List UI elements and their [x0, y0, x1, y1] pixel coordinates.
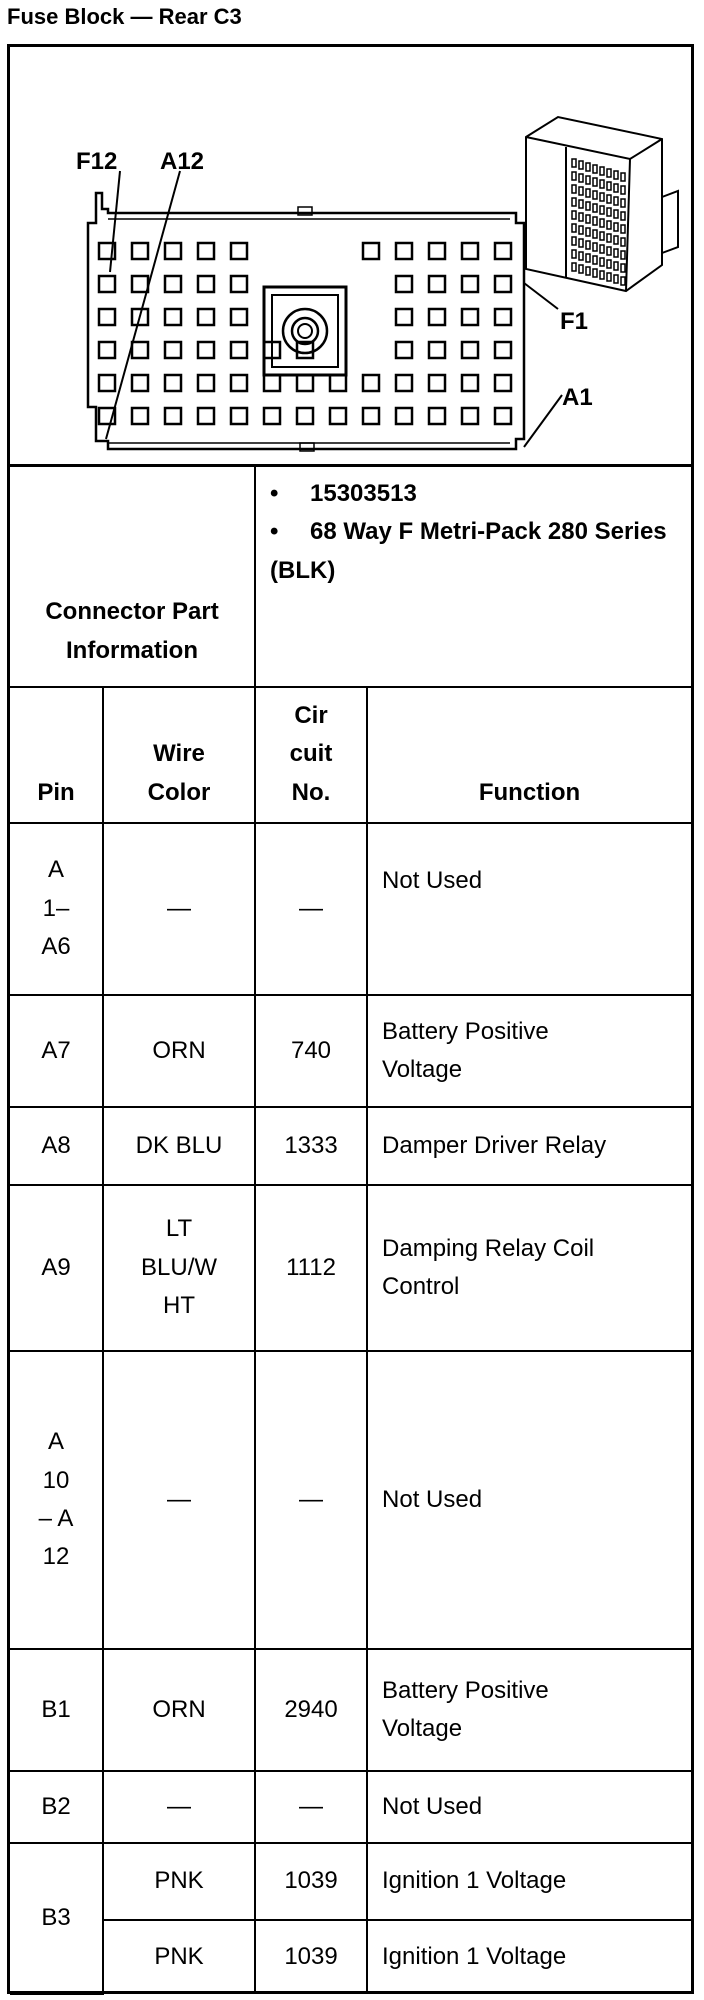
circuit-cell: 1333 [255, 1107, 367, 1185]
connector-info-values [255, 467, 691, 687]
thumbnail-cavity [600, 193, 604, 201]
pin-cell: B1 [10, 1649, 103, 1771]
terminal-cavity [198, 408, 214, 424]
table-row [10, 1920, 691, 1994]
table-row [10, 995, 691, 1107]
terminal-cavity [330, 375, 346, 391]
terminal-cavity [165, 408, 181, 424]
thumbnail-cavity [593, 178, 597, 186]
pinout-table [10, 467, 691, 1995]
thumbnail-cavity [586, 215, 590, 223]
thumbnail-cavity [579, 239, 583, 247]
function-cell: Not Used [367, 823, 691, 995]
terminal-cavity [429, 309, 445, 325]
terminal-cavity [198, 243, 214, 259]
terminal-cavity [495, 408, 511, 424]
thumbnail-cavity [579, 200, 583, 208]
terminal-cavity [396, 342, 412, 358]
thumbnail-cavity [621, 173, 625, 181]
connector-table-frame [7, 44, 694, 1994]
wire-color-cell: PNK [103, 1920, 255, 1994]
terminal-cavity [231, 342, 247, 358]
terminal-cavity [165, 309, 181, 325]
thumbnail-cavity [621, 238, 625, 246]
function-cell: Ignition 1 Voltage [367, 1843, 691, 1920]
connector-diagram [10, 47, 691, 467]
thumbnail-cavity [572, 224, 576, 232]
thumbnail-cavity [572, 185, 576, 193]
circuit-cell: — [255, 823, 367, 995]
wire-color-cell: ORN [103, 995, 255, 1107]
thumbnail-cavity [600, 258, 604, 266]
terminal-cavity [165, 243, 181, 259]
page-title: Fuse Block — Rear C3 [7, 4, 242, 29]
terminal-cavity [165, 276, 181, 292]
thumbnail-cavity [621, 225, 625, 233]
terminal-cavity [198, 309, 214, 325]
terminal-cavity [99, 342, 115, 358]
terminal-cavity [330, 408, 346, 424]
table-row [10, 1351, 691, 1649]
terminal-cavity [495, 309, 511, 325]
circuit-cell: 2940 [255, 1649, 367, 1771]
function-cell: Battery Positive Voltage [367, 995, 691, 1107]
terminal-cavity [99, 375, 115, 391]
thumbnail-cavity [586, 163, 590, 171]
thumbnail-cavity [621, 264, 625, 272]
table-row [10, 1185, 691, 1351]
table-row [10, 1771, 691, 1843]
thumbnail-cavity [600, 167, 604, 175]
header-function: Function [367, 687, 691, 823]
terminal-cavity [429, 408, 445, 424]
function-cell: Battery Positive Voltage [367, 1649, 691, 1771]
thumbnail-cavity [579, 213, 583, 221]
terminal-cavity [132, 342, 148, 358]
terminal-cavity [99, 309, 115, 325]
table-header-row [10, 687, 691, 823]
terminal-cavity [462, 408, 478, 424]
thumbnail-cavity [572, 211, 576, 219]
terminal-cavity [396, 309, 412, 325]
terminal-cavity [297, 408, 313, 424]
thumbnail-cavity [614, 249, 618, 257]
terminal-cavity [429, 375, 445, 391]
thumbnail-cavity [586, 228, 590, 236]
table-row [10, 823, 691, 995]
thumbnail-cavity [614, 262, 618, 270]
terminal-cavity [396, 276, 412, 292]
thumbnail-cavity [586, 176, 590, 184]
connector-3d-icon [526, 117, 678, 291]
thumbnail-cavity [614, 275, 618, 283]
header-pin: Pin [10, 687, 103, 823]
terminal-cavity [231, 276, 247, 292]
terminal-cavity [363, 243, 379, 259]
table-row [10, 1649, 691, 1771]
thumbnail-cavity [593, 256, 597, 264]
thumbnail-cavity [600, 219, 604, 227]
thumbnail-cavity [607, 260, 611, 268]
terminal-cavity [264, 408, 280, 424]
terminal-cavity [231, 408, 247, 424]
thumbnail-cavity [593, 269, 597, 277]
circuit-cell: 740 [255, 995, 367, 1107]
table-row [10, 1107, 691, 1185]
thumbnail-cavity [607, 273, 611, 281]
terminal-cavity [99, 276, 115, 292]
terminal-cavity [495, 276, 511, 292]
wire-color-cell: — [103, 1771, 255, 1843]
pin-cell: A7 [10, 995, 103, 1107]
thumbnail-cavity [572, 159, 576, 167]
function-cell: Damper Driver Relay [367, 1107, 691, 1185]
terminal-cavity [462, 309, 478, 325]
thumbnail-cavity [593, 191, 597, 199]
pin-cell: A8 [10, 1107, 103, 1185]
thumbnail-cavity [572, 250, 576, 258]
thumbnail-cavity [586, 254, 590, 262]
terminal-cavity [495, 243, 511, 259]
thumbnail-cavity [614, 236, 618, 244]
thumbnail-cavity [572, 237, 576, 245]
label-f12: F12 [76, 148, 118, 175]
thumbnail-cavity [621, 199, 625, 207]
wire-color-cell: PNK [103, 1843, 255, 1920]
thumbnail-cavity [614, 197, 618, 205]
thumbnail-cavity [607, 169, 611, 177]
thumbnail-cavity [586, 189, 590, 197]
wire-color-cell: — [103, 823, 255, 995]
thumbnail-cavity [572, 172, 576, 180]
terminal-cavity [198, 342, 214, 358]
pin-cell: A 1–A6 [10, 823, 103, 995]
thumbnail-cavity [621, 186, 625, 194]
circuit-cell: 1039 [255, 1920, 367, 1994]
thumbnail-cavity [607, 221, 611, 229]
wire-color-cell: ORN [103, 1649, 255, 1771]
thumbnail-cavity [600, 271, 604, 279]
thumbnail-cavity [607, 247, 611, 255]
terminal-cavity [165, 342, 181, 358]
pin-cell: A 10 – A 12 [10, 1351, 103, 1649]
thumbnail-cavity [593, 204, 597, 212]
circuit-cell: 1112 [255, 1185, 367, 1351]
thumbnail-cavity [579, 226, 583, 234]
circuit-cell: — [255, 1771, 367, 1843]
thumbnail-cavity [600, 206, 604, 214]
terminal-cavity [495, 375, 511, 391]
thumbnail-cavity [614, 171, 618, 179]
thumbnail-cavity [586, 202, 590, 210]
terminal-cavity [165, 375, 181, 391]
terminal-cavity [429, 243, 445, 259]
terminal-cavity [132, 408, 148, 424]
thumbnail-cavity [600, 245, 604, 253]
connector-description: • 68 Way F Metri-Pack 280 Series (BLK) [270, 513, 681, 590]
function-cell: Damping Relay Coil Control [367, 1185, 691, 1351]
terminal-cavity [297, 375, 313, 391]
terminal-cavity [429, 276, 445, 292]
thumbnail-cavity [579, 265, 583, 273]
terminal-cavity [231, 243, 247, 259]
terminal-cavity [231, 309, 247, 325]
connector-info-row [10, 467, 691, 687]
wire-color-cell: — [103, 1351, 255, 1649]
connector-part-number: • 15303513 [270, 475, 681, 513]
terminal-cavity [198, 375, 214, 391]
connector-info-label: Connector Part Information [10, 467, 255, 687]
thumbnail-cavity [579, 161, 583, 169]
thumbnail-cavity [586, 267, 590, 275]
terminal-cavity [231, 375, 247, 391]
terminal-cavity [264, 375, 280, 391]
terminal-cavity [396, 408, 412, 424]
terminal-cavity [462, 342, 478, 358]
thumbnail-cavity [607, 208, 611, 216]
function-cell: Ignition 1 Voltage [367, 1920, 691, 1994]
header-wire-color: Wire Color [103, 687, 255, 823]
wire-color-cell: LT BLU/W HT [103, 1185, 255, 1351]
function-cell: Not Used [367, 1351, 691, 1649]
wire-color-cell: DK BLU [103, 1107, 255, 1185]
terminal-cavity [396, 243, 412, 259]
terminal-cavity [132, 375, 148, 391]
terminal-cavity [396, 375, 412, 391]
terminal-cavity [132, 276, 148, 292]
thumbnail-cavity [600, 180, 604, 188]
label-f1: F1 [560, 308, 589, 335]
thumbnail-cavity [621, 212, 625, 220]
thumbnail-cavity [614, 184, 618, 192]
thumbnail-cavity [579, 174, 583, 182]
label-a12: A12 [160, 148, 205, 175]
thumbnail-cavity [593, 217, 597, 225]
label-a1: A1 [562, 384, 593, 411]
thumbnail-cavity [579, 252, 583, 260]
terminal-cavity [198, 276, 214, 292]
thumbnail-cavity [593, 230, 597, 238]
thumbnail-cavity [607, 195, 611, 203]
terminal-cavity [363, 408, 379, 424]
thumbnail-cavity [593, 165, 597, 173]
thumbnail-cavity [621, 277, 625, 285]
thumbnail-cavity [600, 232, 604, 240]
connector-face-drawing [10, 47, 691, 464]
thumbnail-cavity [607, 182, 611, 190]
thumbnail-cavity [614, 210, 618, 218]
header-circuit-no: Cir cuit No. [255, 687, 367, 823]
pin-cell: B3 [10, 1843, 103, 1994]
terminal-cavity [363, 375, 379, 391]
thumbnail-cavity [621, 251, 625, 259]
terminal-cavity [462, 276, 478, 292]
pin-cell: A9 [10, 1185, 103, 1351]
pin-cell: B2 [10, 1771, 103, 1843]
terminal-cavity [462, 243, 478, 259]
thumbnail-cavity [614, 223, 618, 231]
thumbnail-cavity [579, 187, 583, 195]
table-row [10, 1843, 691, 1920]
terminal-cavity [495, 342, 511, 358]
function-cell: Not Used [367, 1771, 691, 1843]
terminal-cavity [429, 342, 445, 358]
thumbnail-cavity [586, 241, 590, 249]
thumbnail-cavity [607, 234, 611, 242]
thumbnail-cavity [572, 263, 576, 271]
terminal-cavity [132, 243, 148, 259]
thumbnail-cavity [572, 198, 576, 206]
terminal-cavity [462, 375, 478, 391]
thumbnail-cavity [593, 243, 597, 251]
circuit-cell: 1039 [255, 1843, 367, 1920]
circuit-cell: — [255, 1351, 367, 1649]
